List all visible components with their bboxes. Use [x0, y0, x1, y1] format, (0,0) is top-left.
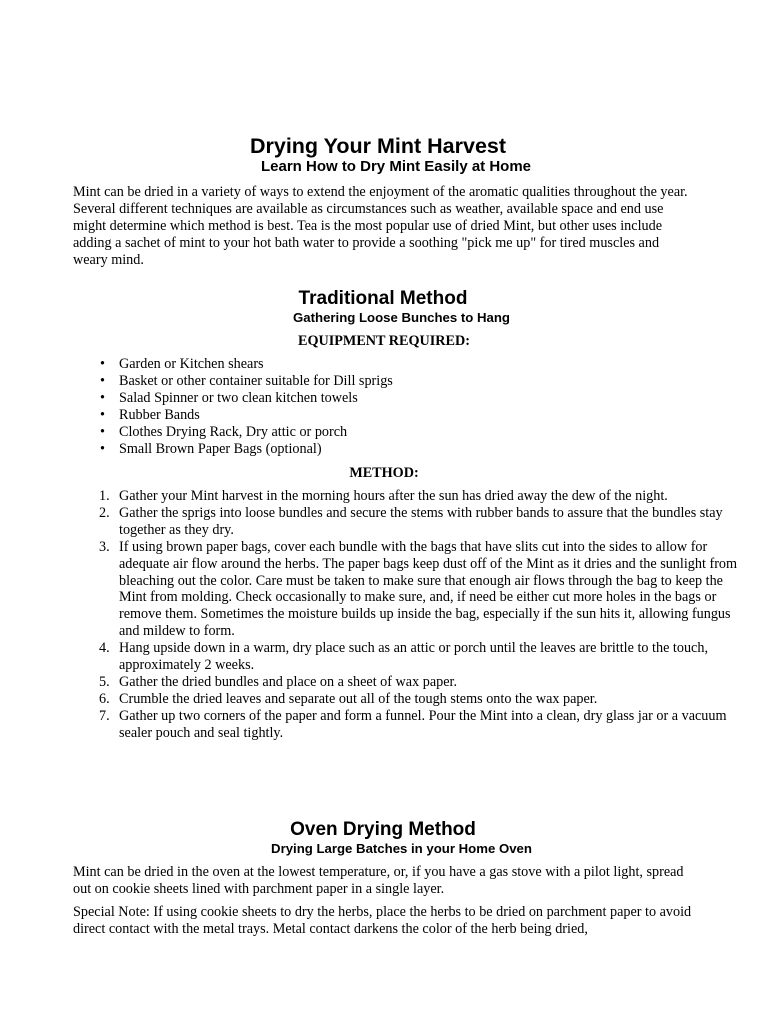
- list-item: • Salad Spinner or two clean kitchen towels: [119, 390, 741, 407]
- page-subtitle: Learn How to Dry Mint Easily at Home: [260, 158, 532, 175]
- equipment-label: EQUIPMENT REQUIRED:: [298, 333, 470, 349]
- list-item: Gather up two corners of the paper and form a funnel. Pour the Mint into a clean, dry glass jar or a vacuum sealer pouch and seal tightly.: [119, 707, 727, 741]
- list-item: Gather the sprigs into loose bundles and secure the stems with rubber bands to assure that the bundles stay together as they dry.: [119, 504, 723, 538]
- traditional-subheading: Gathering Loose Bunches to Hang: [293, 310, 510, 325]
- oven-subheading: Drying Large Batches in your Home Oven: [271, 841, 532, 856]
- method-label: METHOD:: [349, 465, 419, 481]
- list-item: Gather the dried bundles and place on a sheet of wax paper.: [119, 673, 458, 690]
- list-item: • Rubber Bands: [119, 407, 741, 424]
- oven-heading: Oven Drying Method: [290, 819, 476, 840]
- page-title: Drying Your Mint Harvest: [249, 134, 507, 158]
- list-item: Gather your Mint harvest in the morning hours after the sun has dried away the dew of the night.: [119, 488, 668, 504]
- traditional-heading: Traditional Method: [298, 288, 468, 309]
- list-item: • Clothes Drying Rack, Dry attic or porch: [119, 424, 741, 441]
- list-item: Hang upside down in a warm, dry place such as an attic or porch until the leaves are brittle to the touch, approximately 2 weeks.: [119, 640, 708, 674]
- list-item: • Small Brown Paper Bags (optional): [119, 441, 741, 458]
- list-item: If using brown paper bags, cover each bundle with the bags that have slits cut into the sides to allow for adequate air flow around the herbs. The paper bags keep dust off of the Mint as it dries and the sunlight from bleaching out the color. Care must be taken to make sure that enough air flows through the bag to keep the Mint from molding. Check occasionally to make sure, and, if need be either cut more holes in the bags or remove them. Sometimes the moisture builds up inside the bag, especially if the sun hits it, allowing fungus and mildew to form.: [119, 538, 738, 640]
- method-steps: [73, 488, 741, 742]
- intro-paragraph: Mint can be dried in a variety of ways to extend the enjoyment of the aromatic qualities throughout the year. Several different techniques are available as circumstances such as weather, available space and end use might determine which method is best. Tea is the most popular use of dried Mint, but other uses include adding a sachet of mint to your hot bath water to provide a soothing "pick me up" for tired muscles and weary mind.: [73, 184, 688, 268]
- list-item: • Garden or Kitchen shears: [119, 356, 741, 373]
- oven-paragraph-1: Mint can be dried in the oven at the lowest temperature, or, if you have a gas stove with a pilot light, spread out on cookie sheets lined with parchment paper in a single layer.: [73, 864, 684, 897]
- oven-paragraph-2: Special Note: If using cookie sheets to dry the herbs, place the herbs to be dried on parchment paper to avoid direct contact with the metal trays. Metal contact darkens the color of the herb being dried,: [73, 904, 692, 937]
- equipment-list: [73, 356, 741, 457]
- list-item: • Basket or other container suitable for Dill sprigs: [119, 373, 741, 390]
- list-item: Crumble the dried leaves and separate out all of the tough stems onto the wax paper.: [119, 690, 598, 707]
